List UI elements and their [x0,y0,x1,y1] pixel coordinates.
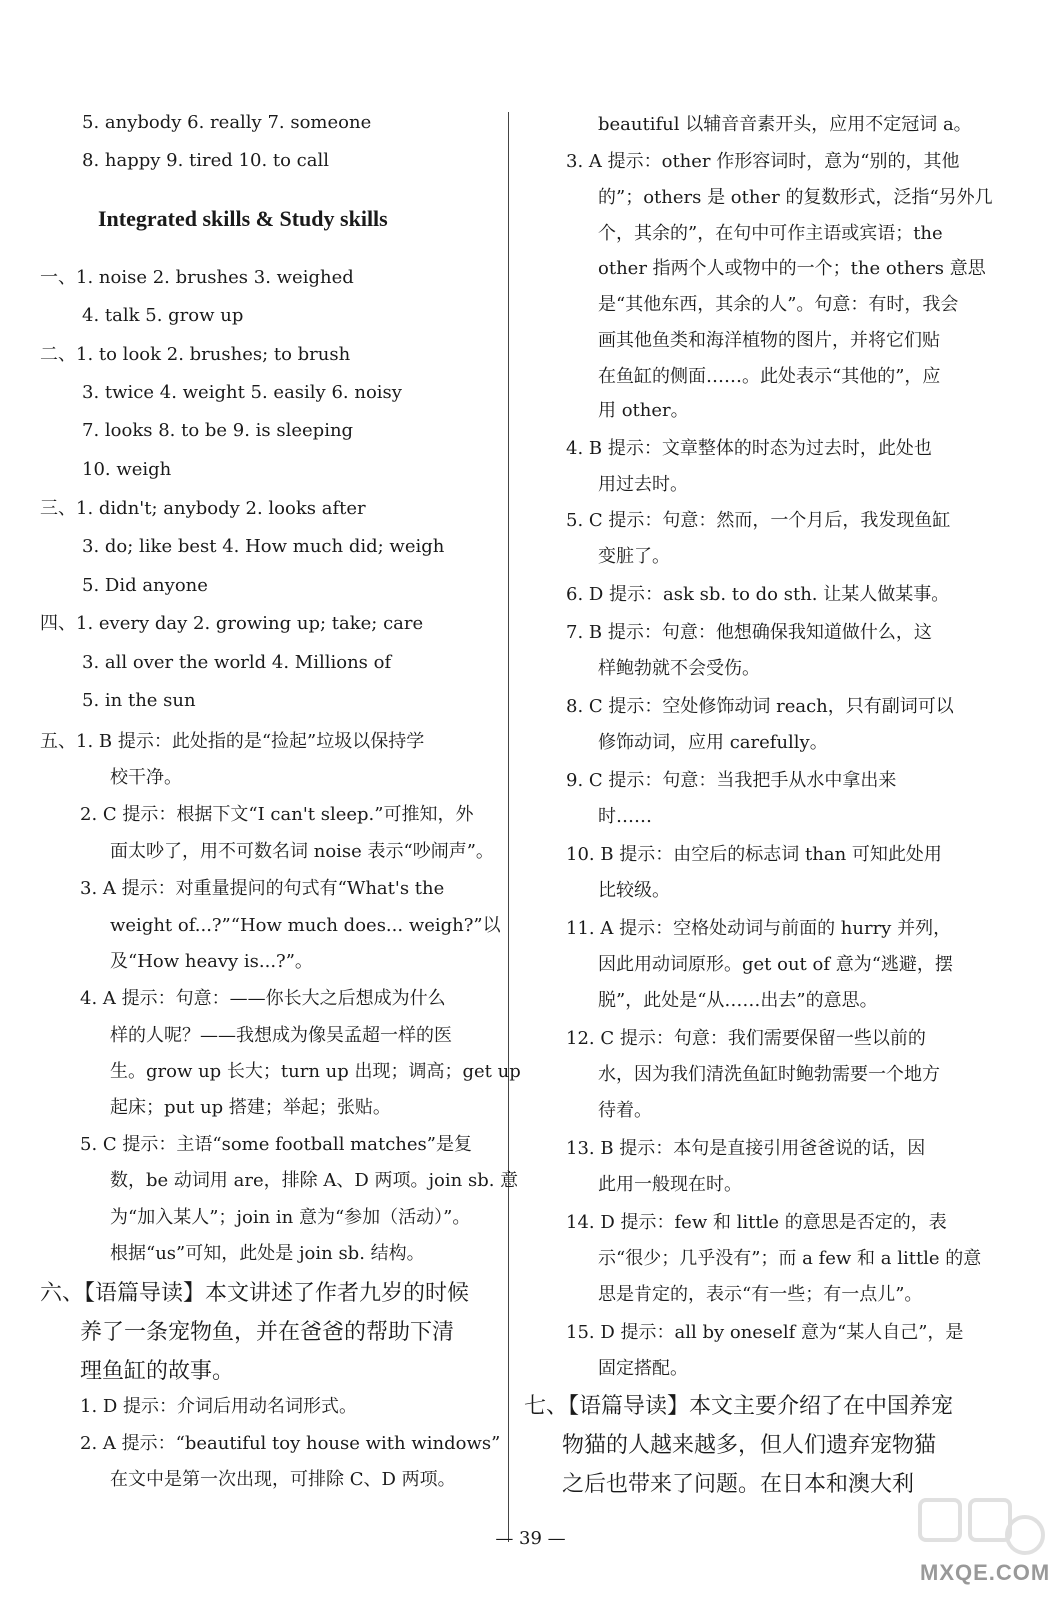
answer-line: 比较级。 [598,880,670,901]
answer-line: 此用一般现在时。 [598,1174,742,1195]
answer-line: 6. D 提示：ask sb. to do sth. 让某人做某事。 [566,584,950,605]
answer-line: 校干净。 [110,767,182,788]
answer-line: 3. A 提示：对重量提问的句式有“What's the [80,878,445,899]
answer-line: 的”；others 是 other 的复数形式，泛指“另外几 [598,187,993,208]
answer-line: 因此用动词原形。get out of 意为“逃避，摆 [598,954,953,975]
answer-line: 8. C 提示：空处修饰动词 reach，只有副词可以 [566,696,954,717]
answer-line: 数，be 动词用 are，排除 A、D 两项。join sb. 意 [110,1170,519,1191]
answer-line: 一、1. noise 2. brushes 3. weighed [40,267,354,288]
answer-line: 为“加入某人”；join in 意为“参加（活动）”。 [110,1207,471,1228]
answer-line: 10. B 提示：由空后的标志词 than 可知此处用 [566,844,942,865]
answer-line: 1. D 提示：介词后用动名词形式。 [80,1396,358,1417]
answer-line: 三、1. didn't; anybody 2. looks after [40,498,366,519]
section-title: Integrated skills & Study skills [98,206,388,231]
answer-line: 水，因为我们清洗鱼缸时鲍勃需要一个地方 [598,1064,940,1085]
answer-line: 2. A 提示：“beautiful toy house with windows” [80,1433,501,1454]
answer-line: 3. do; like best 4. How much did; weigh [82,536,445,557]
answer-line: 7. looks 8. to be 9. is sleeping [82,420,354,441]
answer-line: 3. twice 4. weight 5. easily 6. noisy [82,382,402,403]
answer-line: 固定搭配。 [598,1358,688,1379]
answer-line: 起床；put up 搭建；举起；张贴。 [110,1097,391,1118]
answer-line: 修饰动词，应用 carefully。 [598,732,828,753]
answer-line: 5. C 提示：主语“some football matches”是复 [80,1134,472,1155]
answer-line: 4. B 提示：文章整体的时态为过去时，此处也 [566,438,932,459]
answer-line: 12. C 提示：句意：我们需要保留一些以前的 [566,1028,926,1049]
answer-line: 13. B 提示：本句是直接引用爸爸说的话，因 [566,1138,926,1159]
answer-line: 二、1. to look 2. brushes; to brush [40,344,351,365]
answer-line: 思是肯定的，表示“有一些；有一点儿”。 [598,1284,923,1305]
answer-line: 及“How heavy is...?”。 [110,951,313,972]
watermark-text: MXQE.COM [920,1560,1051,1585]
answer-line: 4. A 提示：句意：——你长大之后想成为什么 [80,988,446,1009]
answer-line: 时…… [598,806,652,827]
answer-line: 在文中是第一次出现，可排除 C、D 两项。 [110,1469,456,1490]
answer-line: 生。grow up 长大；turn up 出现；调高；get up [110,1061,521,1082]
passage-guide: 养了一条宠物鱼，并在爸爸的帮助下清 [80,1320,455,1345]
passage-guide: 物猫的人越来越多，但人们遗弃宠物猫 [562,1433,937,1458]
answer-line: 7. B 提示：句意：他想确保我知道做什么，这 [566,622,932,643]
page-number: — 39 — [495,1528,566,1549]
answer-line: 3. A 提示：other 作形容词时，意为“别的，其他 [566,151,960,172]
answer-line: 是“其他东西，其余的人”。句意：有时，我会 [598,294,959,315]
answer-line: other 指两个人或物中的一个；the others 意思 [598,258,986,279]
passage-guide: 之后也带来了问题。在日本和澳大利 [562,1472,915,1497]
answer-line: 8. happy 9. tired 10. to call [82,150,330,171]
answer-line: 11. A 提示：空格处动词与前面的 hurry 并列， [566,918,952,939]
column-divider [508,112,509,1542]
answer-line: 待着。 [598,1100,652,1121]
answer-line: 15. D 提示：all by oneself 意为“某人自己”，是 [566,1322,964,1343]
answer-line: 根据“us”可知，此处是 join sb. 结构。 [110,1243,425,1264]
answer-line: 脱”，此处是“从……出去”的意思。 [598,990,878,1011]
passage-guide: 理鱼缸的故事。 [80,1359,235,1384]
answer-line: 9. C 提示：句意：当我把手从水中拿出来 [566,770,897,791]
answer-line: 5. C 提示：句意：然而，一个月后，我发现鱼缸 [566,510,951,531]
answer-line: 4. talk 5. grow up [82,305,244,326]
answer-line: 在鱼缸的侧面……。此处表示“其他的”，应 [598,366,941,387]
answer-line: beautiful 以辅音音素开头，应用不定冠词 a。 [598,114,972,135]
passage-guide: 六、【语篇导读】本文讲述了作者九岁的时候 [40,1281,470,1306]
answer-line: 10. weigh [82,459,172,480]
answer-line: 五、1. B 提示：此处指的是“捡起”垃圾以保持学 [40,731,425,752]
answer-line: 3. all over the world 4. Millions of [82,652,392,673]
answer-line: 用过去时。 [598,474,688,495]
answer-line: 5. Did anyone [82,575,208,596]
answer-line: 2. C 提示：根据下文“I can't sleep.”可推知，外 [80,804,474,825]
answer-line: 面太吵了，用不可数名词 noise 表示“吵闹声”。 [110,841,494,862]
answer-line: weight of...?”“How much does... weigh?”以 [110,915,501,936]
answer-line: 用 other。 [598,400,689,421]
answer-line: 样的人呢？——我想成为像吴孟超一样的医 [110,1025,452,1046]
answer-line: 画其他鱼类和海洋植物的图片，并将它们贴 [598,330,940,351]
passage-guide: 七、【语篇导读】本文主要介绍了在中国养宠 [524,1394,954,1419]
answer-line: 5. in the sun [82,690,196,711]
answer-line: 四、1. every day 2. growing up; take; care [40,613,424,634]
answer-line: 个，其余的”，在句中可作主语或宾语；the [598,223,943,244]
answer-line: 5. anybody 6. really 7. someone [82,112,372,133]
answer-line: 样鲍勃就不会受伤。 [598,658,760,679]
answer-line: 14. D 提示：few 和 little 的意思是否定的，表 [566,1212,947,1233]
answer-line: 变脏了。 [598,546,670,567]
answer-line: 示“很少；几乎没有”；而 a few 和 a little 的意 [598,1248,982,1269]
